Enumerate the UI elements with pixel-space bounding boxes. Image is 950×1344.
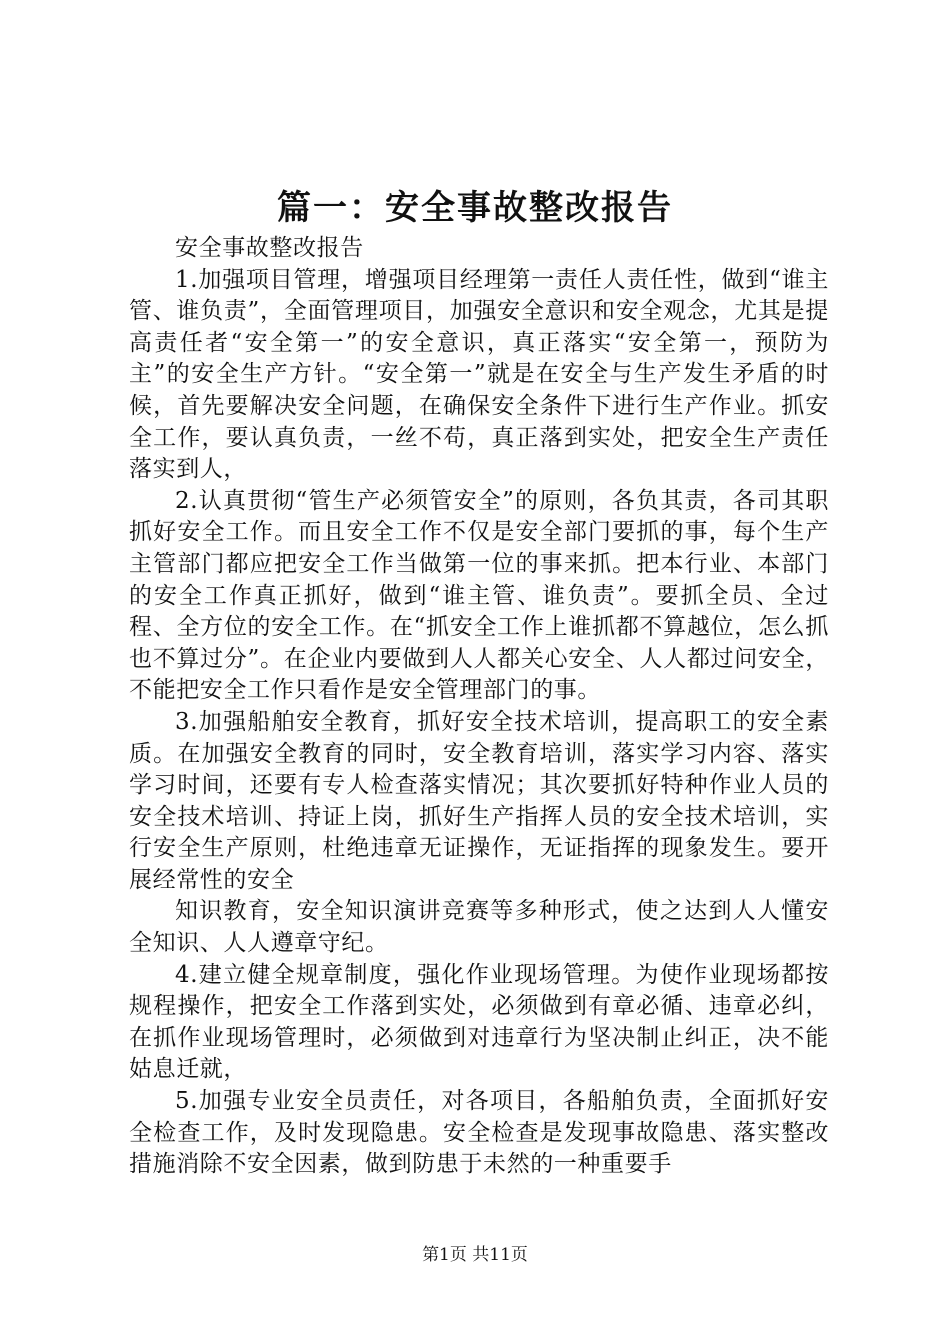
paragraph-subtitle: 安全事故整改报告 — [175, 235, 364, 261]
paragraph-item-5: 5.加强专业安全员责任，对各项目，各船舶负责，全面抓好安全检查工作，及时发现隐患。安全检查是发现事故隐患、落实整改措施消除不安全因素，做到防患于未然的一种重要手 — [129, 1088, 829, 1178]
paragraph-item-3-continued: 知识教育，安全知识演讲竞赛等多种形式，使之达到人人懂安全知识、人人遵章守纪。 — [129, 898, 829, 957]
page-footer: 第1页 共11页 — [422, 1245, 528, 1265]
paragraph-item-1: 1.加强项目管理，增强项目经理第一责任人责任性，做到“谁主管、谁负责”，全面管理项目，加强安全意识和安全观念，尤其是提高责任者“安全第一”的安全意识，真正落实“安全第一，预防为主”的安全生产方针。“安全第一”就是在安全与生产发生矛盾的时候，首先要解决安全问题，在确保安全条件下进行生产作业。抓安全工作，要认真负责，一丝不苟，真正落到实处，把安全生产责任落实到人， — [129, 266, 829, 483]
paragraph-item-4: 4.建立健全规章制度，强化作业现场管理。为使作业现场都按规程操作，把安全工作落到实处，必须做到有章必循、违章必纠，在抓作业现场管理时，必须做到对违章行为坚决制止纠正，决不能姑息迁就， — [129, 961, 829, 1083]
document-body — [129, 233, 829, 1181]
page-title: 篇一：安全事故整改报告 — [277, 188, 673, 228]
paragraph-item-2: 2.认真贯彻“管生产必须管安全”的原则，各负其责，各司其职抓好安全工作。而且安全工作不仅是安全部门要抓的事，每个生产主管部门都应把安全工作当做第一位的事来抓。把本行业、本部门的安全工作真正抓好，做到“谁主管、谁负责”。要抓全员、全过程、全方位的安全工作。在“抓安全工作上谁抓都不算越位，怎么抓也不算过分”。在企业内要做到人人都关心安全、人人都过问安全，不能把安全工作只看作是安全管理部门的事。 — [129, 487, 829, 704]
paragraph-item-3: 3.加强船舶安全教育，抓好安全技术培训，提高职工的安全素质。在加强安全教育的同时，安全教育培训，落实学习内容、落实学习时间，还要有专人检查落实情况；其次要抓好特种作业人员的安全技术培训、持证上岗，抓好生产指挥人员的安全技术培训，实行安全生产原则，杜绝违章无证操作，无证指挥的现象发生。要开展经常性的安全 — [129, 708, 829, 893]
